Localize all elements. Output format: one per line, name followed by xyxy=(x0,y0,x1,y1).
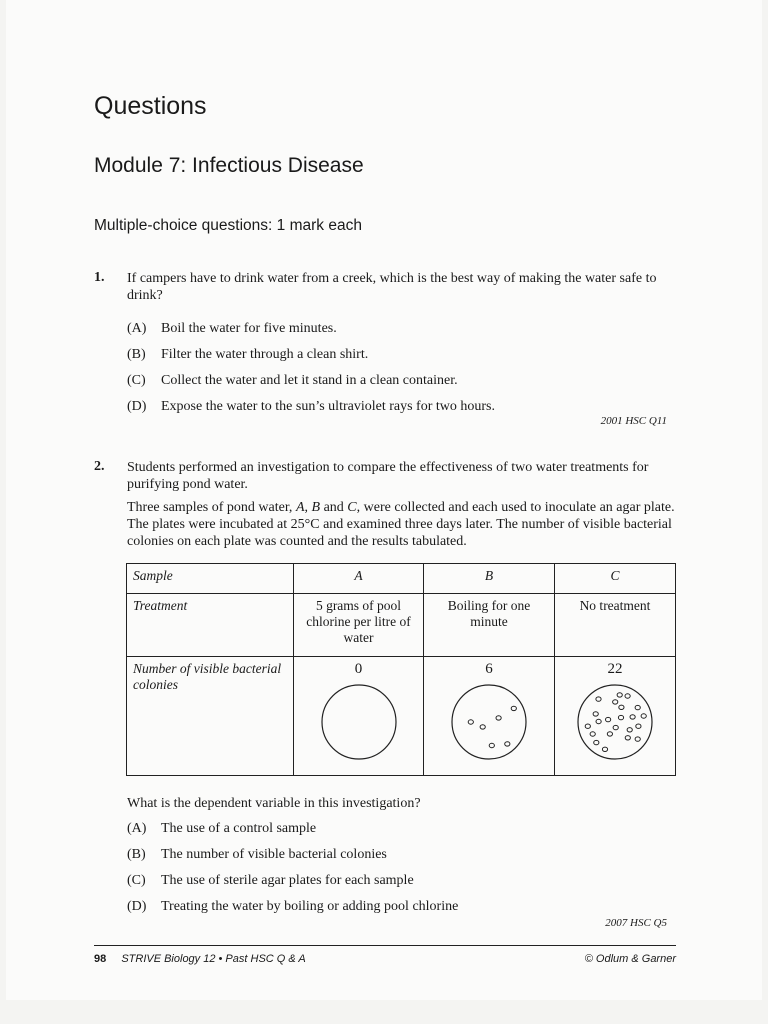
question-1-text: If campers have to drink water from a creek, which is the best way of making the water safe to drink? xyxy=(127,271,657,303)
bacterial-colony xyxy=(489,743,494,747)
q2-source: 2007 HSC Q5 xyxy=(605,917,667,929)
publisher: © Odlum & Garner xyxy=(584,953,676,965)
question-1-number: 1. xyxy=(94,270,105,285)
bacterial-colony xyxy=(607,732,612,736)
bacterial-colony xyxy=(496,716,501,720)
bacterial-colony xyxy=(602,747,607,751)
colonies-a-count: 0 xyxy=(354,661,363,677)
bacterial-colony xyxy=(618,715,623,719)
bacterial-colony xyxy=(596,719,601,723)
page-number: 98 xyxy=(94,953,107,965)
bacterial-colony xyxy=(596,697,601,701)
colonies-c-count: 22 xyxy=(607,661,623,677)
bacterial-colony xyxy=(619,705,624,709)
book-title: STRIVE Biology 12 • Past HSC Q & A xyxy=(121,953,306,965)
section-title: Multiple-choice questions: 1 mark each xyxy=(94,217,362,234)
bacterial-colony xyxy=(625,694,630,698)
bacterial-colony xyxy=(636,724,641,728)
q2-option-c: (C) The use of sterile agar plates for each sample xyxy=(127,873,414,888)
table-row xyxy=(127,657,676,776)
question-2-method: Three samples of pond water, A, B and C, were collected and each used to inoculate an agar plate. The plates were incubated at 25°C and examined three days later. The number of visible bacterial colonies on each plate was counted and the results tabulated. xyxy=(127,500,675,549)
bacterial-colony xyxy=(606,717,611,721)
q2-option-b: (B) The number of visible bacterial colonies xyxy=(127,847,387,862)
q1-option-b: (B) Filter the water through a clean shirt. xyxy=(127,347,369,362)
bacterial-colony xyxy=(468,720,473,724)
question-2-intro: Students performed an investigation to compare the effectiveness of two water treatments for purifying pond water. xyxy=(127,460,649,492)
agar-plate-a xyxy=(319,682,399,762)
bacterial-colony xyxy=(625,736,630,740)
q1-option-a: (A) Boil the water for five minutes. xyxy=(127,321,337,336)
document-page xyxy=(6,0,762,1000)
question-2-text: What is the dependent variable in this investigation? xyxy=(127,796,421,811)
page-footer xyxy=(94,953,676,965)
bacterial-colony xyxy=(627,728,632,732)
table-row xyxy=(127,564,676,594)
treatment-b: Boiling for one minute xyxy=(424,594,555,657)
q1-source: 2001 HSC Q11 xyxy=(600,415,667,427)
bacterial-colony xyxy=(635,705,640,709)
footer-divider xyxy=(94,945,676,946)
bacterial-colony xyxy=(635,737,640,741)
colonies-b-cell xyxy=(424,657,555,776)
q2-option-a: (A) The use of a control sample xyxy=(127,821,317,836)
q1-option-c: (C) Collect the water and let it stand in a clean container. xyxy=(127,373,458,388)
header-sample: Sample xyxy=(127,564,294,594)
header-a: A xyxy=(294,564,424,594)
results-table xyxy=(126,563,676,776)
header-b: B xyxy=(424,564,555,594)
bacterial-colony xyxy=(505,742,510,746)
colonies-a-cell xyxy=(294,657,424,776)
q2-option-d: (D) Treating the water by boiling or adding pool chlorine xyxy=(127,899,459,914)
colonies-b-count: 6 xyxy=(485,661,493,677)
agar-plate-c xyxy=(575,682,655,762)
header-c: C xyxy=(555,564,676,594)
bacterial-colony xyxy=(613,725,618,729)
agar-plate-b xyxy=(449,682,529,762)
bacterial-colony xyxy=(480,725,485,729)
bacterial-colony xyxy=(511,706,516,710)
treatment-a: 5 grams of pool chlorine per litre of water xyxy=(294,594,424,657)
bacterial-colony xyxy=(641,714,646,718)
treatment-label: Treatment xyxy=(127,594,294,657)
bacterial-colony xyxy=(594,740,599,744)
bacterial-colony xyxy=(613,700,618,704)
bacterial-colony xyxy=(617,693,622,697)
bacterial-colony xyxy=(590,732,595,736)
page-heading: Questions xyxy=(94,92,207,120)
bacterial-colony xyxy=(593,712,598,716)
table-row xyxy=(127,594,676,657)
colonies-c-cell xyxy=(555,657,676,776)
treatment-c: No treatment xyxy=(555,594,676,657)
q1-option-d: (D) Expose the water to the sun’s ultraviolet rays for two hours. xyxy=(127,399,495,414)
question-2-number: 2. xyxy=(94,459,105,474)
colonies-label: Number of visible bacterial colonies xyxy=(127,657,294,776)
module-title: Module 7: Infectious Disease xyxy=(94,154,364,177)
bacterial-colony xyxy=(630,715,635,719)
bacterial-colony xyxy=(585,724,590,728)
